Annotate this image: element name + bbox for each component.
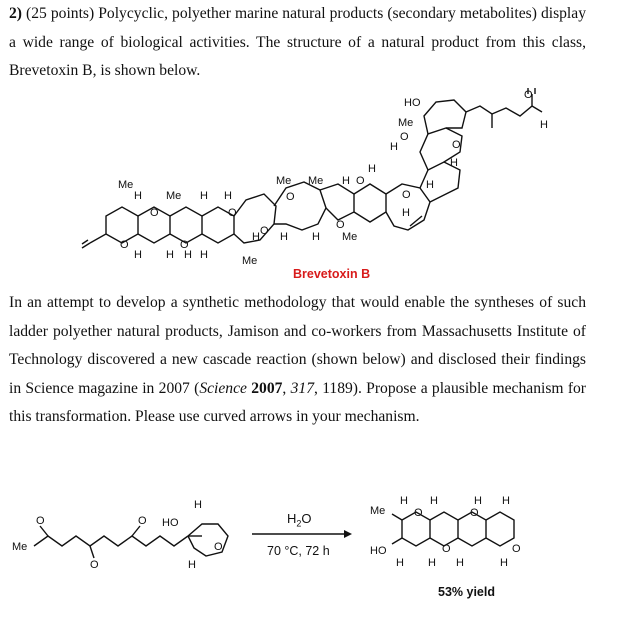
label-me-e: Me bbox=[308, 175, 324, 187]
label-h-3: H bbox=[224, 190, 232, 202]
label-me-c: Me bbox=[242, 255, 258, 267]
product-label-h-1: H bbox=[400, 495, 408, 507]
start-label-o-3: O bbox=[138, 515, 147, 527]
label-h-8: H bbox=[252, 231, 260, 243]
question-points: (25 points) bbox=[26, 5, 95, 22]
label-h-4: H bbox=[134, 249, 142, 261]
label-o-11: O bbox=[452, 139, 461, 151]
label-h-1: H bbox=[134, 190, 142, 202]
label-h-15: H bbox=[390, 141, 398, 153]
label-o-8: O bbox=[356, 175, 365, 187]
question-intro bbox=[9, 0, 586, 86]
ring-c bbox=[170, 207, 202, 243]
question-number: 2) bbox=[9, 5, 22, 22]
label-o-2: O bbox=[228, 207, 237, 219]
label-o-aldehyde: O bbox=[524, 89, 533, 101]
label-o-1: O bbox=[150, 207, 159, 219]
intro-text: Polycyclic, polyether marine natural products (secondary metabolites) display a wide range of biological activities. The structure of a natural product from this class, Brevetoxin B, is shown below. bbox=[9, 5, 586, 79]
start-label-o-4: O bbox=[214, 541, 223, 553]
label-o-5: O bbox=[286, 191, 295, 203]
journal-volume: 317 bbox=[290, 379, 314, 397]
product-label-h-2: H bbox=[430, 495, 438, 507]
label-h-11: H bbox=[312, 231, 320, 243]
product-label-h-3: H bbox=[474, 495, 482, 507]
label-h-14: H bbox=[426, 179, 434, 191]
side-chain bbox=[466, 94, 532, 116]
label-o-7: O bbox=[336, 219, 345, 231]
journal-year: 2007 bbox=[251, 379, 283, 397]
label-h-10: H bbox=[280, 231, 288, 243]
label-o-4: O bbox=[180, 239, 189, 251]
product-label-ho: HO bbox=[370, 545, 387, 557]
product-label-h-4: H bbox=[502, 495, 510, 507]
product-label-me: Me bbox=[370, 505, 386, 517]
start-label-o-2: O bbox=[90, 559, 99, 571]
label-h-13: H bbox=[402, 207, 410, 219]
label-h-5: H bbox=[166, 249, 174, 261]
label-ho: HO bbox=[404, 97, 421, 109]
label-me-d: Me bbox=[276, 175, 292, 187]
label-me-f: Me bbox=[342, 231, 358, 243]
start-label-ho: HO bbox=[162, 517, 179, 529]
label-h-16: H bbox=[450, 157, 458, 169]
start-label-me: Me bbox=[12, 541, 28, 553]
label-me-b: Me bbox=[166, 190, 182, 202]
product-label-o-1: O bbox=[414, 507, 423, 519]
product-label-h-8: H bbox=[500, 557, 508, 569]
brevetoxin-b-structure bbox=[80, 88, 550, 268]
label-h-2: H bbox=[200, 190, 208, 202]
product-label-o-3: O bbox=[442, 543, 451, 555]
ring-f bbox=[274, 182, 326, 230]
reaction-yield: 53% yield bbox=[438, 585, 495, 599]
product-label-h-5: H bbox=[396, 557, 404, 569]
ring-g bbox=[320, 184, 354, 220]
ring-a bbox=[90, 207, 138, 243]
starting-material-structure bbox=[8, 496, 240, 576]
label-me-a: Me bbox=[118, 179, 134, 191]
label-h-7: H bbox=[200, 249, 208, 261]
body-text-tail: , 1189). Propose a plausible mechanism for this transformation. Please use curved arrows in your mechanism. bbox=[9, 379, 586, 425]
journal-name: Science bbox=[199, 379, 247, 397]
start-label-h-2: H bbox=[188, 559, 196, 571]
label-h-12: H bbox=[368, 163, 376, 175]
body-text: In an attempt to develop a synthetic methodology that would enable the syntheses of such ladder polyether natural products, Jamison and co-workers from Massachusetts Institute of Technology discovered a new cascade reaction (shown below) and disclosed their findings in Science magazine in 2007 ( bbox=[9, 294, 586, 397]
label-o-3: O bbox=[120, 239, 129, 251]
label-h-9: H bbox=[342, 175, 350, 187]
ring-h bbox=[354, 184, 386, 222]
reagent-label: $H_2O$ bbox=[287, 511, 312, 529]
label-h-6: H bbox=[184, 249, 192, 261]
product-label-o-2: O bbox=[470, 507, 479, 519]
question-body: In an attempt to develop a synthetic methodology that would enable the syntheses of such ladder polyether natural products, Jamison and co-workers from Massachusetts Institute of Technology discovered a new cascade reaction (shown below) and disclosed their findings in Science magazine in 2007 (Science 2007, 317, 1189). Propose a plausible mechanism for this transformation. Please use curved arrows in your mechanism. bbox=[9, 294, 586, 425]
label-o-10: O bbox=[400, 131, 409, 143]
start-label-h-1: H bbox=[194, 499, 202, 511]
label-o-9: O bbox=[402, 189, 411, 201]
structure-caption: Brevetoxin B bbox=[293, 267, 371, 281]
product-label-h-7: H bbox=[456, 557, 464, 569]
label-h-aldehyde: H bbox=[540, 119, 548, 131]
start-label-o-1: O bbox=[36, 515, 45, 527]
label-o-6: O bbox=[260, 225, 269, 237]
conditions-label: 70 °C, 72 h bbox=[267, 544, 330, 558]
product-label-h-6: H bbox=[428, 557, 436, 569]
product-label-o-4: O bbox=[512, 543, 521, 555]
label-me-g: Me bbox=[398, 117, 414, 129]
reaction-arrow bbox=[252, 528, 352, 540]
product-structure bbox=[366, 492, 548, 572]
